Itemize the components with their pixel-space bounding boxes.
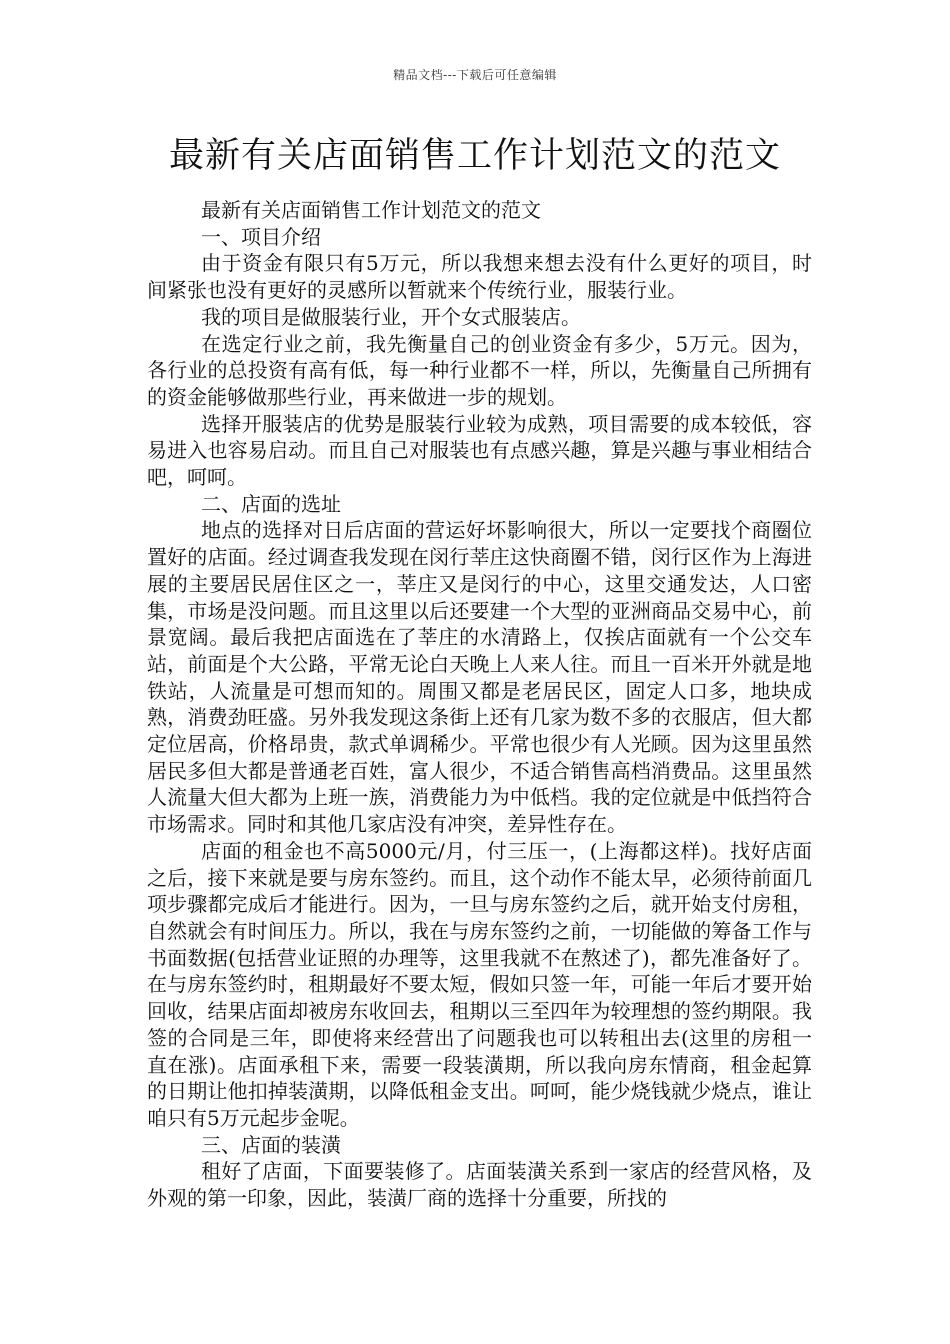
paragraph: 租好了店面，下面要装修了。店面装潢关系到一家店的经营风格，及外观的第一印象，因此，装潢厂商的选择十分重要，所找的 <box>147 1159 812 1211</box>
paragraph: 店面的租金也不高5000元/月，付三压一，(上海都这样)。找好店面之后，接下来就是要与房东签约。而且，这个动作不能太早，必须待前面几项步骤都完成后才能进行。因为，一旦与房东签约之后，就开始支付房租，自然就会有时间压力。所以，我在与房东签约之前，一切能做的筹备工作与书面数据(包括营业证照的办理等，这里我就不在熬述了)，都先准备好了。在与房东签约时，租期最好不要太短，假如只签一年，可能一年后才要开始回收，结果店面却被房东收回去，租期以三至四年为较理想的签约期限。我签的合同是三年，即使将来经营出了问题我也可以转租出去(这里的房租一直在涨)。店面承租下来，需要一段装潢期，所以我向房东情商，租金起算的日期让他扣掉装潢期，以降低租金支出。呵呵，能少烧钱就少烧点，谁让咱只有5万元起步金呢。 <box>147 838 812 1130</box>
section-heading-decoration: 三、店面的装潢 <box>201 1132 341 1157</box>
paragraph-subtitle: 最新有关店面销售工作计划范文的范文 <box>201 198 541 222</box>
paragraph: 我的项目是做服装行业，开个女式服装店。 <box>201 304 581 329</box>
paragraph: 地点的选择对日后店面的营运好坏影响很大，所以一定要找个商圈位置好的店面。经过调查我发现在闵行莘庄这快商圈不错，闵行区作为上海进展的主要居民居住区之一，莘庄又是闵行的中心，这里交通发达，人口密集，市场是没问题。而且这里以后还要建一个大型的亚洲商品交易中心，前景宽阔。最后我把店面选在了莘庄的水清路上，仅挨店面就有一个公交车站，前面是个大公路，平常无论白天晚上人来人往。而且一百米开外就是地铁站，人流量是可想而知的。周围又都是老居民区，固定人口多，地块成熟，消费劲旺盛。另外我发现这条街上还有几家为数不多的衣服店，但大都定位居高，价格昂贵，款式单调稀少。平常也很少有人光顾。因为这里虽然居民多但大都是普通老百姓，富人很少，不适合销售高档消费品。这里虽然人流量大但大都为上班一族，消费能力为中低档。我的定位就是中低挡符合市场需求。同时和其他几家店没有冲突，差异性存在。 <box>147 518 812 837</box>
paragraph: 选择开服装店的优势是服装行业较为成熟，项目需要的成本较低，容易进入也容易启动。而且自己对服装也有点感兴趣，算是兴趣与事业相结合吧，呵呵。 <box>147 411 812 490</box>
section-heading-location: 二、店面的选址 <box>201 491 341 516</box>
document-body <box>147 197 812 1212</box>
page-title: 最新有关店面销售工作计划范文的范文 <box>168 136 781 176</box>
section-heading-project-intro: 一、项目介绍 <box>201 224 321 249</box>
header-note: 精品文档---下载后可任意编辑 <box>393 68 557 82</box>
paragraph: 在选定行业之前，我先衡量自己的创业资金有多少，5万元。因为，各行业的总投资有高有低，每一种行业都不一样，所以，先衡量自己所拥有的资金能够做那些行业，再来做进一步的规划。 <box>147 331 812 409</box>
paragraph: 由于资金有限只有5万元，所以我想来想去没有什么更好的项目，时间紧张也没有更好的灵感所以暂就来个传统行业，服装行业。 <box>147 251 812 303</box>
